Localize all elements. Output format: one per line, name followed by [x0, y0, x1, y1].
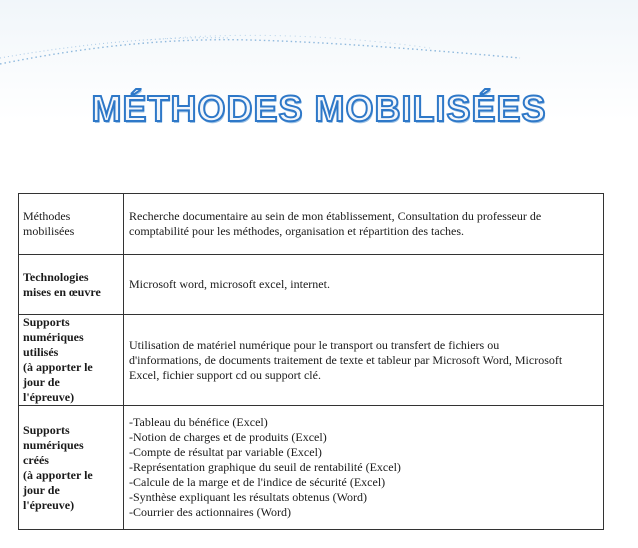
row-label: Supports numériques utilisés (à apporter le jour de l'épreuve)	[19, 315, 124, 406]
row-label: Méthodes mobilisées	[19, 194, 124, 255]
row-content: -Tableau du bénéfice (Excel) -Notion de charges et de produits (Excel) -Compte de résultat par variable (Excel) -Représentation graphique du seuil de rentabilité (Excel) -Calcule de la marge et de l'indice de sécurité (Excel) -Synthèse expliquant les résultats obtenus (Word) -Courrier des actionnaires (Word)	[124, 406, 604, 530]
methods-table	[18, 193, 604, 530]
row-content: Utilisation de matériel numérique pour le transport ou transfert de fichiers ou d'informations, de documents traitement de texte et tableur par Microsoft Word, Microsoft Excel, fichier support cd ou support clé.	[124, 315, 604, 406]
table-row	[19, 194, 604, 255]
row-content: Recherche documentaire au sein de mon établissement, Consultation du professeur de comptabilité pour les méthodes, organisation et répartition des taches.	[124, 194, 604, 255]
table-row	[19, 315, 604, 406]
decorative-dotted-swoosh	[0, 0, 638, 80]
page-title: MÉTHODES MOBILISÉES	[91, 88, 547, 129]
row-label: Technologies mises en œuvre	[19, 255, 124, 315]
row-label: Supports numériques créés (à apporter le jour de l'épreuve)	[19, 406, 124, 530]
row-content: Microsoft word, microsoft excel, internet.	[124, 255, 604, 315]
table-row	[19, 255, 604, 315]
table-row	[19, 406, 604, 530]
